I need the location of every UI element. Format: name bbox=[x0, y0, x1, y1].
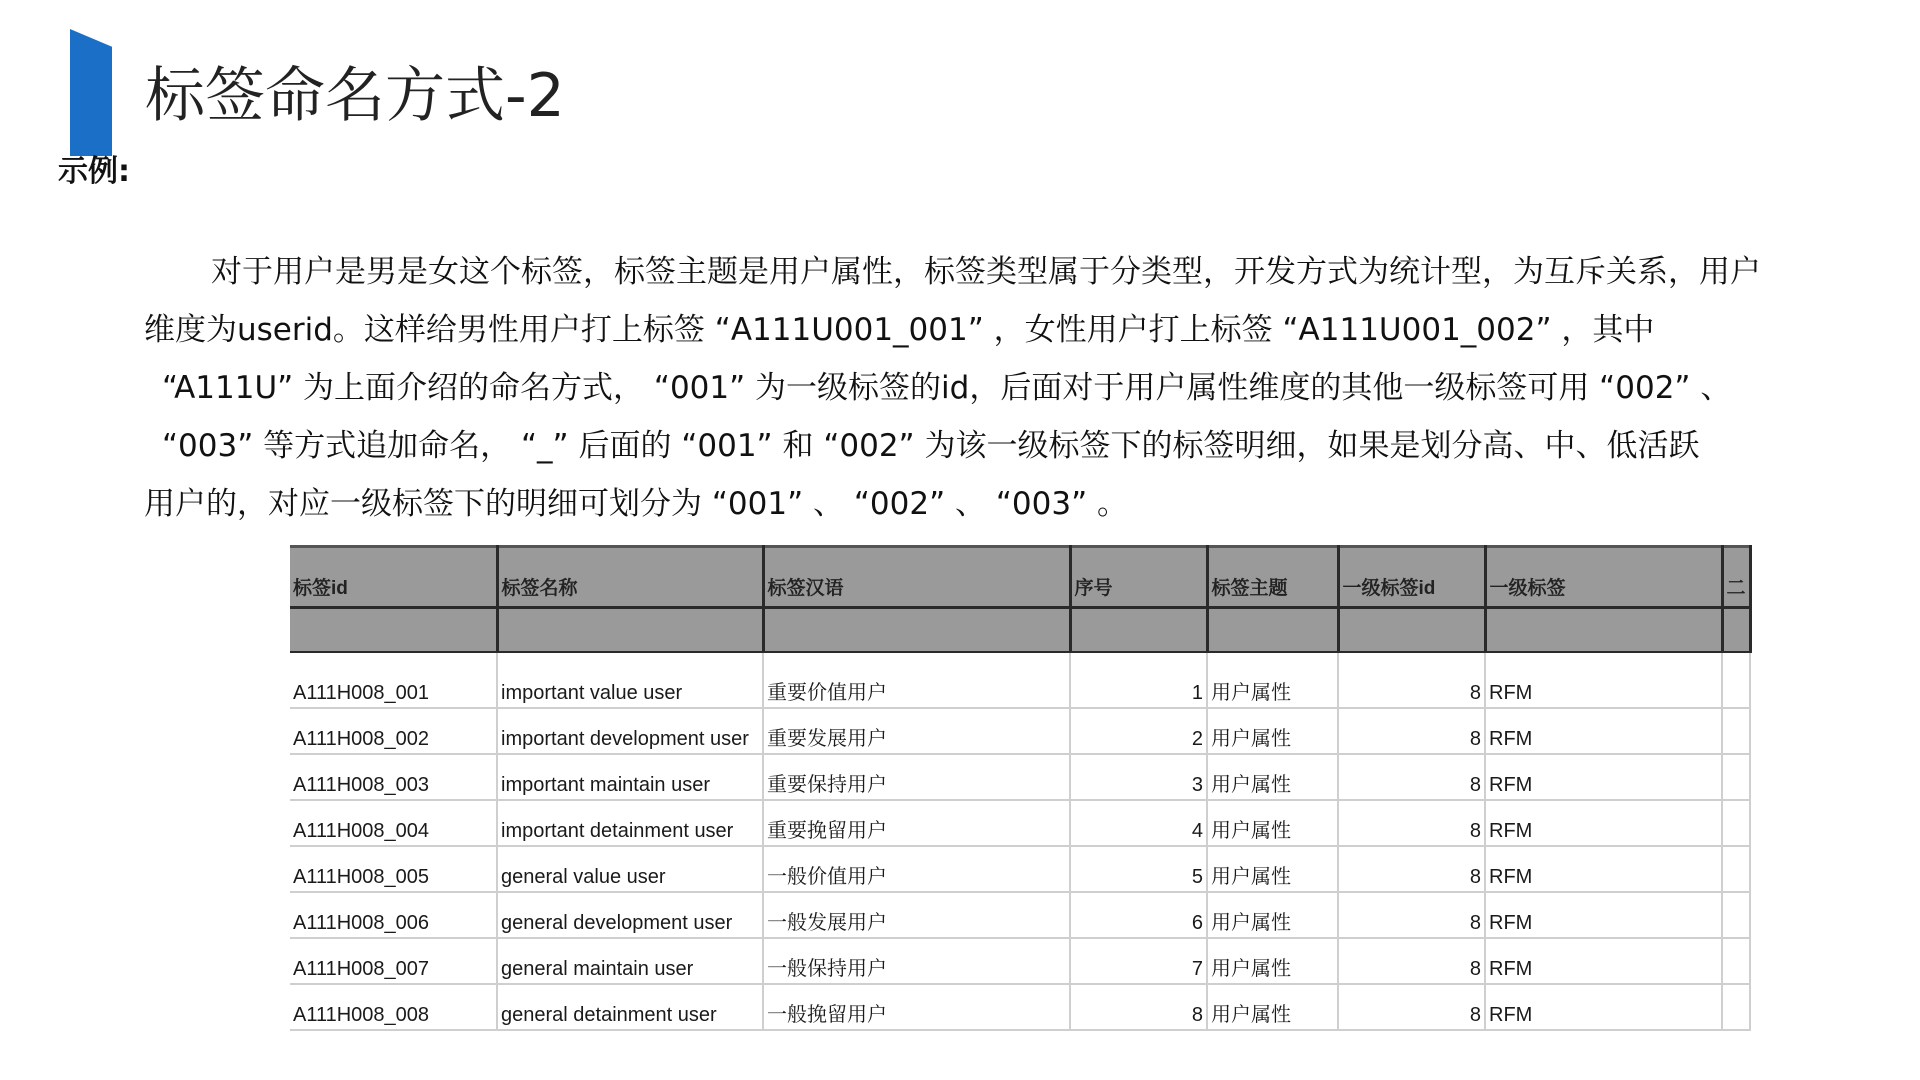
cell-level1-tag: RFM bbox=[1485, 984, 1722, 1030]
cell-level1-tag: RFM bbox=[1485, 892, 1722, 938]
header-seq: 序号 bbox=[1070, 547, 1207, 608]
cell-level2-partial bbox=[1722, 846, 1750, 892]
cell-tag-theme: 用户属性 bbox=[1207, 663, 1338, 708]
header-level1-id: 一级标签id bbox=[1338, 547, 1485, 608]
cell-level1-id: 8 bbox=[1338, 892, 1485, 938]
cell-tag-name: general value user bbox=[497, 846, 763, 892]
cell-seq: 5 bbox=[1070, 846, 1207, 892]
table-row bbox=[290, 892, 1750, 938]
slide-title: 标签命名方式-2 bbox=[145, 61, 565, 131]
table-header-blank-row bbox=[290, 608, 1750, 653]
cell-tag-name: general maintain user bbox=[497, 938, 763, 984]
cell-tag-chinese: 一般价值用户 bbox=[763, 846, 1070, 892]
cell-level2-partial bbox=[1722, 892, 1750, 938]
header-tag-theme: 标签主题 bbox=[1207, 547, 1338, 608]
cell-tag-theme: 用户属性 bbox=[1207, 800, 1338, 846]
cell-seq: 3 bbox=[1070, 754, 1207, 800]
cell-tag-id: A111H008_007 bbox=[290, 938, 497, 984]
cell-level1-id: 8 bbox=[1338, 846, 1485, 892]
cell-level1-tag: RFM bbox=[1485, 663, 1722, 708]
cell-seq: 2 bbox=[1070, 708, 1207, 754]
description-paragraph bbox=[144, 243, 1870, 533]
cell-tag-chinese: 重要保持用户 bbox=[763, 754, 1070, 800]
cell-level2-partial bbox=[1722, 663, 1750, 708]
paragraph-line: 维度为userid。这样给男性用户打上标签 “A111U001_001” ，女性用户打上标签 “A111U001_002” ，其中 bbox=[144, 312, 1655, 348]
cell-tag-id: A111H008_001 bbox=[290, 663, 497, 708]
cell-seq: 8 bbox=[1070, 984, 1207, 1030]
cell-tag-theme: 用户属性 bbox=[1207, 938, 1338, 984]
cell-tag-id: A111H008_006 bbox=[290, 892, 497, 938]
cell-tag-chinese: 重要价值用户 bbox=[763, 663, 1070, 708]
cell-tag-theme: 用户属性 bbox=[1207, 754, 1338, 800]
cell-tag-chinese: 重要挽留用户 bbox=[763, 800, 1070, 846]
table-row bbox=[290, 708, 1750, 754]
tag-table bbox=[290, 545, 1752, 1031]
cell-tag-chinese: 一般发展用户 bbox=[763, 892, 1070, 938]
table-row bbox=[290, 754, 1750, 800]
cell-tag-theme: 用户属性 bbox=[1207, 892, 1338, 938]
paragraph-line: “003” 等方式追加命名， “_” 后面的 “001” 和 “002” 为该一级标签下的标签明细，如果是划分高、中、低活跃 bbox=[162, 428, 1700, 464]
cell-seq: 7 bbox=[1070, 938, 1207, 984]
cell-tag-chinese: 一般挽留用户 bbox=[763, 984, 1070, 1030]
table-row bbox=[290, 846, 1750, 892]
header-tag-chinese: 标签汉语 bbox=[763, 547, 1070, 608]
example-label: 示例: bbox=[58, 154, 130, 189]
table-spacer-row bbox=[290, 652, 1750, 663]
cell-tag-id: A111H008_004 bbox=[290, 800, 497, 846]
cell-tag-id: A111H008_008 bbox=[290, 984, 497, 1030]
paragraph-line: 用户的，对应一级标签下的明细可划分为 “001” 、 “002” 、 “003” 。 bbox=[144, 486, 1128, 522]
header-tag-name: 标签名称 bbox=[497, 547, 763, 608]
header-level1-tag: 一级标签 bbox=[1485, 547, 1722, 608]
cell-level1-tag: RFM bbox=[1485, 846, 1722, 892]
table-row bbox=[290, 938, 1750, 984]
cell-tag-id: A111H008_005 bbox=[290, 846, 497, 892]
paragraph-line: 对于用户是男是女这个标签，标签主题是用户属性，标签类型属于分类型，开发方式为统计型，为互斥关系，用户 bbox=[180, 254, 1761, 290]
cell-level1-id: 8 bbox=[1338, 708, 1485, 754]
cell-tag-id: A111H008_002 bbox=[290, 708, 497, 754]
table-header-row bbox=[290, 547, 1750, 608]
cell-tag-theme: 用户属性 bbox=[1207, 708, 1338, 754]
header-level2-partial: 二 bbox=[1722, 547, 1750, 608]
table-row bbox=[290, 663, 1750, 708]
cell-level1-id: 8 bbox=[1338, 938, 1485, 984]
cell-tag-name: important development user bbox=[497, 708, 763, 754]
table-row bbox=[290, 984, 1750, 1030]
tag-table-image bbox=[290, 545, 1746, 1028]
cell-tag-name: important value user bbox=[497, 663, 763, 708]
cell-tag-name: general detainment user bbox=[497, 984, 763, 1030]
cell-level1-tag: RFM bbox=[1485, 938, 1722, 984]
cell-tag-name: general development user bbox=[497, 892, 763, 938]
cell-level1-id: 8 bbox=[1338, 663, 1485, 708]
cell-level1-id: 8 bbox=[1338, 984, 1485, 1030]
table-row bbox=[290, 800, 1750, 846]
cell-level1-tag: RFM bbox=[1485, 708, 1722, 754]
cell-tag-theme: 用户属性 bbox=[1207, 984, 1338, 1030]
cell-level2-partial bbox=[1722, 984, 1750, 1030]
cell-level2-partial bbox=[1722, 938, 1750, 984]
cell-level1-tag: RFM bbox=[1485, 800, 1722, 846]
cell-level1-id: 8 bbox=[1338, 754, 1485, 800]
cell-seq: 6 bbox=[1070, 892, 1207, 938]
paragraph-line: “A111U” 为上面介绍的命名方式， “001” 为一级标签的id，后面对于用户属性维度的其他一级标签可用 “002” 、 bbox=[162, 370, 1732, 406]
cell-level2-partial bbox=[1722, 708, 1750, 754]
cell-level2-partial bbox=[1722, 800, 1750, 846]
cell-seq: 1 bbox=[1070, 663, 1207, 708]
cell-tag-theme: 用户属性 bbox=[1207, 846, 1338, 892]
cell-tag-name: important maintain user bbox=[497, 754, 763, 800]
cell-level1-id: 8 bbox=[1338, 800, 1485, 846]
cell-seq: 4 bbox=[1070, 800, 1207, 846]
cell-level2-partial bbox=[1722, 754, 1750, 800]
cell-tag-chinese: 一般保持用户 bbox=[763, 938, 1070, 984]
header-tag-id: 标签id bbox=[290, 547, 497, 608]
cell-tag-name: important detainment user bbox=[497, 800, 763, 846]
cell-tag-id: A111H008_003 bbox=[290, 754, 497, 800]
title-accent-bar bbox=[70, 29, 112, 156]
cell-level1-tag: RFM bbox=[1485, 754, 1722, 800]
cell-tag-chinese: 重要发展用户 bbox=[763, 708, 1070, 754]
